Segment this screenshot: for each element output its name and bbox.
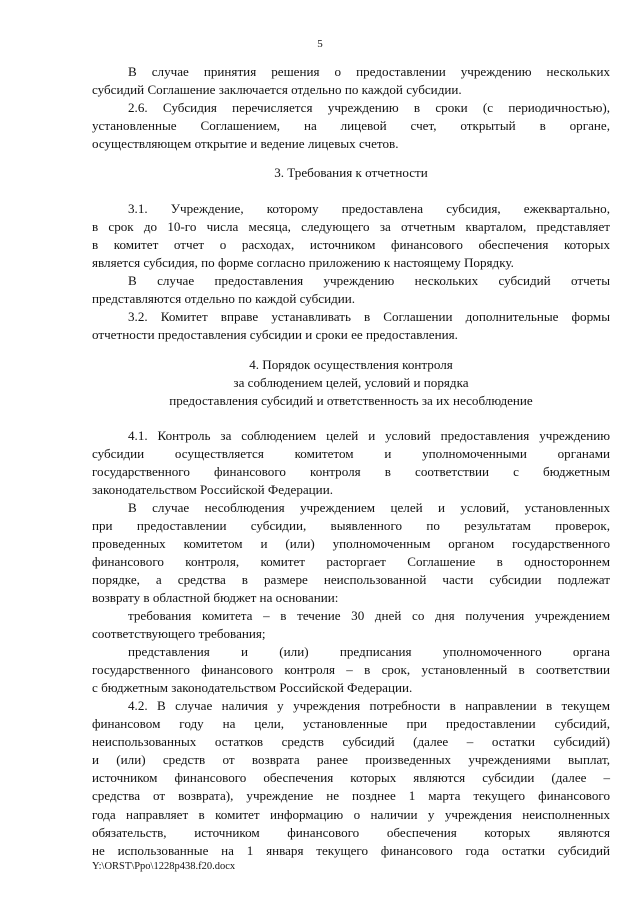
section-heading-4: [92, 356, 610, 410]
text-line: требования комитета – в течение 30 дней со дня получения учреждением: [128, 608, 610, 623]
text-line: В случае принятия решения о предоставлении учреждению нескольких: [128, 64, 610, 79]
paragraph-committee-requirement: [92, 607, 610, 643]
text-line: с бюджетным законодательством Российской Федерации.: [92, 680, 413, 696]
paragraph-control-body-order: [92, 643, 610, 697]
heading-line: 4. Порядок осуществления контроля: [249, 357, 453, 372]
text-line: осуществляющем открытие и ведение лицевых счетов.: [92, 136, 399, 152]
text-line: 3.2. Комитет вправе устанавливать в Соглашении дополнительные формы: [128, 309, 610, 324]
text-line: проведенных комитетом и (или) уполномоченным органом государственного: [92, 536, 610, 552]
page-number: 5: [317, 38, 323, 50]
heading-line: за соблюдением целей, условий и порядка: [233, 375, 469, 391]
text-line: и (или) средств от возврата ранее произведенных учреждениями выплат,: [92, 752, 610, 768]
text-line: возврату в областной бюджет на основании:: [92, 590, 339, 606]
text-line: отчетности предоставления субсидии и сроки ее предоставления.: [92, 327, 458, 343]
paragraph-3-2: [92, 308, 610, 344]
text-line: соответствующего требования;: [92, 626, 266, 642]
paragraph-4-1: [92, 427, 610, 499]
text-line: законодательством Российской Федерации.: [92, 482, 333, 498]
text-line: субсидии осуществляется комитетом и уполномоченными органами: [92, 446, 610, 462]
text-line: В случае предоставления учреждению нескольких субсидий отчеты: [128, 273, 610, 288]
text-line: финансового контроля, комитет расторгает Соглашение в одностороннем: [92, 554, 610, 570]
text-line: 2.6. Субсидия перечисляется учреждению в сроки (с периодичностью),: [128, 100, 610, 115]
text-line: не использованные на 1 января текущего финансового года остатки субсидий: [92, 842, 610, 858]
paragraph-noncompliance: [92, 499, 610, 608]
text-line: порядке, а средства в размере неиспользованной части субсидии подлежат: [92, 572, 610, 588]
text-line: в комитет отчет о расходах, источником финансового обеспечения которых: [92, 237, 610, 253]
text-line: В случае несоблюдения учреждением целей и условий, установленных: [128, 500, 610, 515]
paragraph-3-1: [92, 200, 610, 272]
text-line: государственного финансового контроля – в срок, установленный в соответствии: [92, 662, 610, 678]
paragraph-multiple-subsidies: [92, 63, 610, 99]
text-line: является субсидия, по форме согласно приложению к настоящему Порядку.: [92, 255, 514, 271]
text-line: установленные Соглашением, на лицевой счет, открытый в органе,: [92, 118, 610, 134]
heading-line: предоставления субсидий и ответственность за их несоблюдение: [169, 393, 533, 409]
text-line: 3.1. Учреждение, которому предоставлена субсидия, ежеквартально,: [128, 201, 610, 216]
text-line: неиспользованных остатков средств субсидий (далее – остатки субсидий): [92, 734, 610, 750]
text-line: источником финансового обеспечения которых являются субсидии (далее –: [92, 770, 610, 786]
text-line: финансовом году на цели, установленные при предоставлении субсидий,: [92, 716, 610, 732]
text-line: при предоставлении субсидии, выявленного по результатам проверок,: [92, 518, 610, 534]
text-line: государственного финансового контроля в соответствии с бюджетным: [92, 464, 610, 480]
text-line: 4.1. Контроль за соблюдением целей и условий предоставления учреждению: [128, 428, 610, 443]
paragraph-4-2: [92, 697, 610, 860]
text-line: в срок до 10-го числа месяца, следующего за отчетным кварталом, представляет: [92, 219, 610, 235]
section-heading-3: 3. Требования к отчетности: [274, 165, 428, 180]
text-line: представления и (или) предписания уполномоченного органа: [128, 644, 610, 659]
text-line: субсидий Соглашение заключается отдельно по каждой субсидии.: [92, 82, 462, 98]
text-line: 4.2. В случае наличия у учреждения потребности в направлении в текущем: [128, 698, 610, 713]
paragraph-several-subsidies-reports: [92, 272, 610, 308]
file-path-footer: Y:\ORST\Ppo\1228p438.f20.docx: [92, 861, 236, 872]
text-line: средства от возврата), учреждение не позднее 1 марта текущего финансового: [92, 788, 610, 804]
paragraph-2-6: [92, 99, 610, 153]
text-line: представляются отдельно по каждой субсидии.: [92, 291, 356, 307]
text-line: обязательств, источником финансового обеспечения которых являются: [92, 824, 610, 840]
text-line: года направляет в комитет информацию о наличии у учреждения неисполненных: [92, 806, 610, 822]
